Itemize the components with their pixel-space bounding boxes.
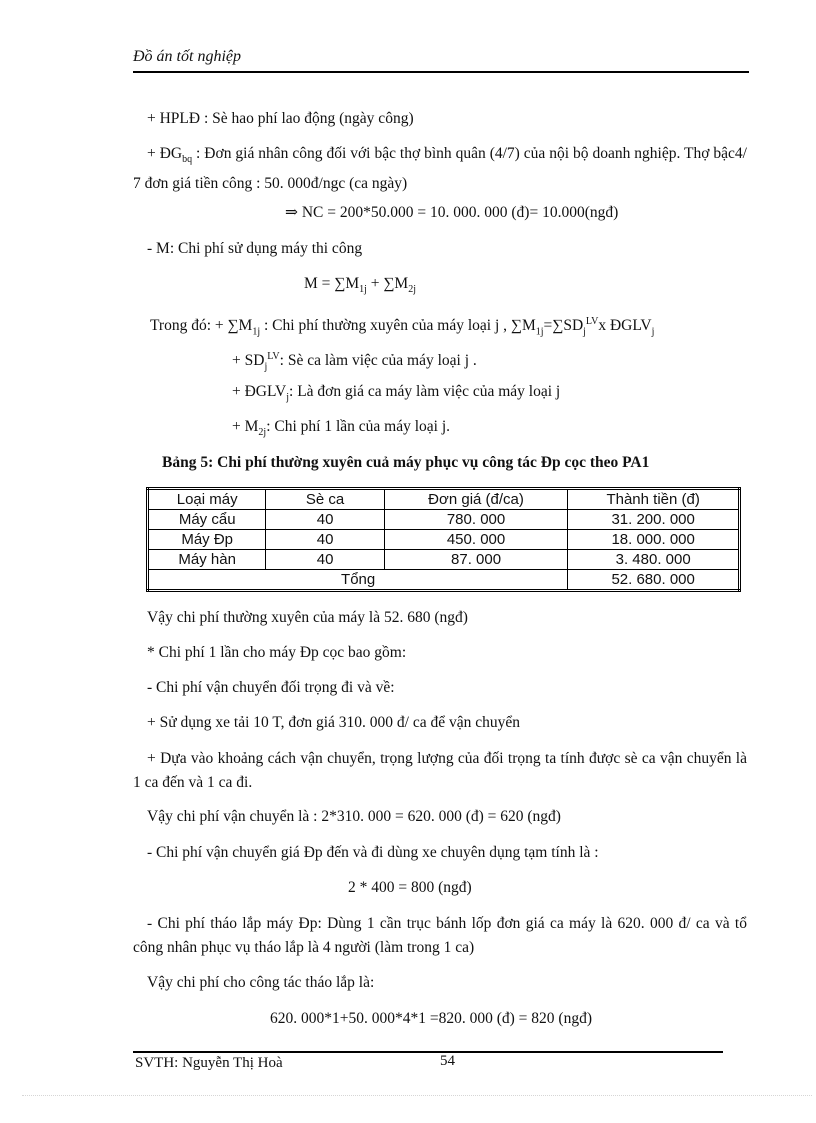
table-header-cell: Thành tiền (đ) [568,489,740,510]
trong-do-line: Trong đó: + $\sum M_{1j}$ : Chi phí thường xuyên của máy loại j , $\sum M_{1j}=\sum SD_j^{LV}x$ $ĐGLV_j$ [150,316,655,338]
dismantle-paragraph: - Chi phí tháo lắp máy Đp: Dùng 1 cần trục bánh lốp đơn giá ca máy là 620. 000 đ/ ca và tổ công nhân phục vụ tháo lắp là 4 người (làm trong 1 ca) [133,915,747,956]
table-cell: 40 [266,530,384,550]
table-row [148,510,740,530]
sd-line: + $SD_j^{LV}$: Sè ca làm việc của máy loại j . [232,351,477,373]
summary-line-3: Vậy chi phí cho công tác tháo lắp là: [147,974,375,991]
final-formula: 620. 000*1+50. 000*4*1 =820. 000 (đ) = 820 (ngđ) [270,1010,592,1027]
m-formula: $M = \sum M_{1j} + \sum M_{2j}$ [304,275,416,296]
table-cell: 450. 000 [384,530,568,550]
frame-transport-line: - Chi phí vận chuyển giá Đp đến và đi dùng xe chuyên dụng tạm tính là : [147,844,599,861]
table-total-label: Tổng [148,570,568,591]
table-caption: Bảng 5: Chi phí thường xuyên cuả máy phục vụ công tác Đp cọc theo PA1 [162,454,650,471]
page-number: 54 [440,1053,455,1069]
table-cell: 40 [266,510,384,530]
table-total-row [148,570,740,591]
frame-formula: 2 * 400 = 800 (ngđ) [348,879,472,896]
table-cell: 3. 480. 000 [568,550,740,570]
table-cell: 780. 000 [384,510,568,530]
table-header-cell: Đơn giá (đ/ca) [384,489,568,510]
document-header-title: Đồ án tốt nghiệp [133,48,241,65]
m2j-line: + $M_{2j}$: Chi phí 1 lần của máy loại j. [232,418,451,439]
table-header-row [148,489,740,510]
table-cell: Máy cẩu [148,510,266,530]
table-row [148,530,740,550]
table-row [148,550,740,570]
truck-line: + Sử dụng xe tải 10 T, đơn giá 310. 000 đ/ ca để vận chuyển [147,714,521,731]
table-cell: Máy Đp [148,530,266,550]
table-total-value: 52. 680. 000 [568,570,740,591]
table-cell: 40 [266,550,384,570]
dg-paragraph: + $ĐG_{bq}$ : Đơn giá nhân công đối với bậc thợ bình quân (4/7) của nội bộ doanh nghiệp. Thợ bậc4/ 7 đơn giá tiền công : 50. 000đ/ngc (ca ngày) [133,145,747,193]
summary-line-1: Vậy chi phí thường xuyên của máy là 52. 680 (ngđ) [147,609,468,626]
nc-formula: ⇒ NC = 200*50.000 = 10. 000. 000 (đ)= 10.000(ngđ) [285,204,619,221]
hpld-line: + HPLĐ : Sè hao phí lao động (ngày công) [147,110,414,127]
machine-cost-definition: - M: Chi phí sử dụng máy thi công [147,240,363,257]
distance-paragraph: + Dựa vào khoảng cách vận chuyển, trọng lượng của đối trọng ta tính được sè ca vận chuyển là 1 ca đến và 1 ca đi. [133,750,747,791]
table-header-cell: Loại máy [148,489,266,510]
one-time-cost-heading: * Chi phí 1 lần cho máy Đp cọc bao gồm: [147,644,407,661]
footer-author: SVTH: Nguyễn Thị Hoà [135,1055,283,1071]
table-cell: 18. 000. 000 [568,530,740,550]
summary-line-2: Vậy chi phí vận chuyển là : 2*310. 000 = 620. 000 (đ) = 620 (ngđ) [147,808,561,825]
footer-divider [133,1051,723,1053]
table-header-cell: Sè ca [266,489,384,510]
dglv-line: + $ĐGLV_j$: Là đơn giá ca máy làm việc của máy loại j [232,383,561,404]
table-cell: Máy hàn [148,550,266,570]
machine-cost-table [146,487,741,592]
page-edge-line [22,1095,812,1096]
header-divider [133,71,749,73]
table-cell: 87. 000 [384,550,568,570]
transport-cost-line: - Chi phí vận chuyển đối trọng đi và về: [147,679,395,696]
table-cell: 31. 200. 000 [568,510,740,530]
